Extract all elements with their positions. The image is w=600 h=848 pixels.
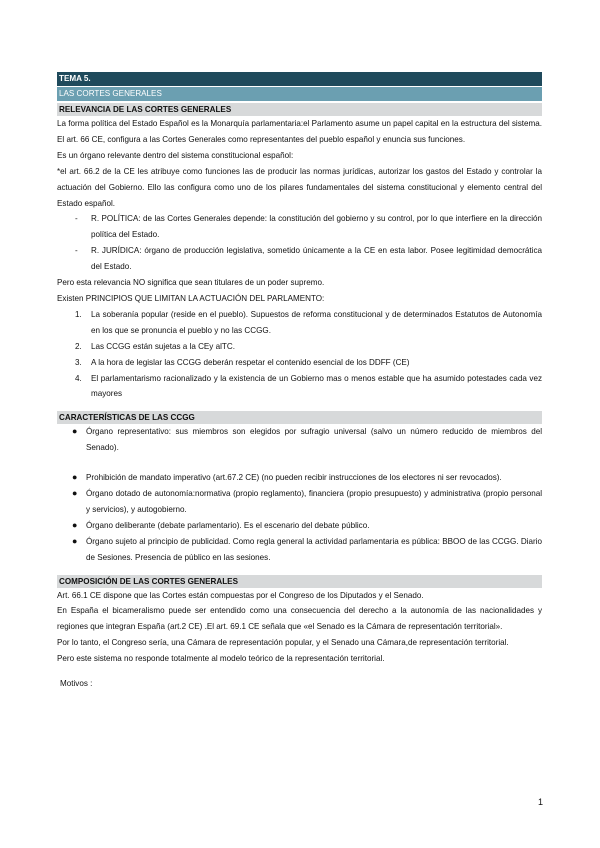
list-item: ● Órgano sujeto al principio de publicidad. Como regla general la actividad parlamentaria es pública: BBOO de las CCGG. Diario de Sesiones. Presencia de público en las sesiones. xyxy=(72,535,542,562)
list-item: ● Órgano dotado de autonomía:normativa (propio reglamento), financiera (propio presupuesto) y administrativa (propio personal y servicios), y autogobierno. xyxy=(72,488,542,514)
motivos-label: Motivos : xyxy=(60,679,93,689)
list-item: 4. El parlamentarismo racionalizado y la existencia de un Gobierno mas o menos estable que ha asumido potestades cada vez mayores xyxy=(75,373,542,399)
bullet-icon: ● xyxy=(72,535,78,546)
topic-subtitle: LAS CORTES GENERALES xyxy=(57,87,542,101)
section-title-composicion: COMPOSICIÓN DE LAS CORTES GENERALES xyxy=(57,575,542,588)
paragraph: Pero este sistema no responde totalmente al modelo teórico de la representación territorial. xyxy=(57,654,385,664)
paragraph: Art. 66.1 CE dispone que las Cortes están compuestas por el Congreso de los Diputados y el Senado. xyxy=(57,590,424,600)
paragraph: En España el bicameralismo puede ser entendido como una consecuencia del derecho a la autonomía de las nacionalidades y regiones que integran España (art.2 CE) .El art. 69.1 CE señala que «el Senado es la Cámara de representación territorial». xyxy=(57,606,542,632)
list-item: ● Órgano representativo: sus miembros son elegidos por sufragio universal (salvo un número reducido de miembros del Senado). xyxy=(72,426,542,453)
section-title-relevancia: RELEVANCIA DE LAS CORTES GENERALES xyxy=(57,103,542,116)
paragraph: Por lo tanto, el Congreso sería, una Cámara de representación popular, y el Senado una Cámara,de representación territorial. xyxy=(57,638,509,648)
list-item: 3. A la hora de legislar las CCGG deberán respetar el contenido esencial de los DDFF (CE) xyxy=(75,357,410,367)
bullet-icon: ● xyxy=(72,426,78,437)
dash-marker: - xyxy=(75,214,78,224)
list-item: - R. JURÍDICA: órgano de producción legislativa, sometido únicamente a la CE en esta labor. Posee legitimidad democrática del Estado. xyxy=(57,243,542,275)
paragraph: Es un órgano relevante dentro del sistema constitucional español: xyxy=(57,150,294,160)
document-page xyxy=(57,72,542,692)
paragraph: *el art. 66.2 de la CE les atribuye como funciones las de producir las normas jurídicas, autorizar los gastos del Estado y controlar la actuación del Gobierno. Ello las configura como uno de los pilares fundamentales del sistema constitucional y elemento central del Estado español. xyxy=(57,166,542,208)
bullet-icon: ● xyxy=(72,488,78,499)
list-item: ● Prohibición de mandato imperativo (art.67.2 CE) (no pueden recibir instrucciones de los electores ni ser revocados). xyxy=(57,470,542,486)
topic-header: TEMA 5. xyxy=(57,72,542,86)
list-item: 2. Las CCGG están sujetas a la CEy alTC. xyxy=(75,341,235,351)
list-item: 1. La soberanía popular (reside en el pueblo). Supuestos de reforma constitucional y de determinados Estatutos de Autonomía en los que se pronuncia el pueblo y no las CCGG. xyxy=(75,309,542,335)
dash-marker: - xyxy=(75,246,78,256)
section-title-caracteristicas: CARACTERÍSTICAS DE LAS CCGG xyxy=(57,411,542,424)
list-item: - R. POLÍTICA: de las Cortes Generales depende: la constitución del gobierno y su control, por lo que interfiere en la dirección política del Estado. xyxy=(57,211,542,243)
bullet-list xyxy=(57,424,542,565)
bullet-icon: ● xyxy=(72,519,78,530)
paragraph: El art. 66 CE, configura a las Cortes Generales como representantes del pueblo español y enuncia sus funciones. xyxy=(57,134,466,144)
numbered-list xyxy=(57,307,542,402)
paragraph: Pero esta relevancia NO significa que sean titulares de un poder supremo. xyxy=(57,278,325,288)
page-number: 1 xyxy=(537,797,543,807)
paragraph: La forma política del Estado Español es la Monarquía parlamentaria:el Parlamento asume un papel capital en la estructura del sistema. xyxy=(57,119,542,128)
paragraph: Existen PRINCIPIOS QUE LIMITAN LA ACTUACIÓN DEL PARLAMENTO: xyxy=(57,293,325,303)
dash-list xyxy=(57,211,542,275)
list-item: ● Órgano deliberante (debate parlamentario). Es el escenario del debate público. xyxy=(57,518,542,534)
bullet-icon: ● xyxy=(72,472,78,483)
